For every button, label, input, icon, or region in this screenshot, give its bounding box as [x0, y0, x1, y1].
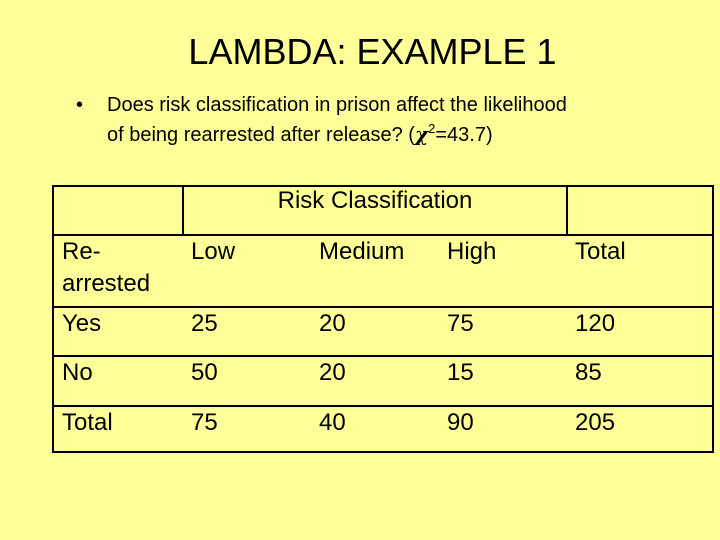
chi-symbol: χ: [414, 122, 429, 146]
risk-classification-header: Risk Classification: [183, 186, 567, 235]
bullet-line-1: Does risk classification in prison affect the likelihood: [107, 94, 567, 116]
column-header-high: High: [447, 238, 497, 265]
cell-value: 90: [439, 406, 567, 452]
cell-value: 15: [439, 356, 567, 406]
bullet-line-2-prefix: of being rearrested after release? (: [107, 124, 415, 146]
cell-value: 75: [183, 406, 311, 452]
column-header-low: Low: [191, 238, 236, 265]
table-row: [53, 406, 713, 452]
cell-value: 20: [311, 356, 439, 406]
header-right-cell: [567, 186, 713, 235]
cell-value: 205: [567, 406, 713, 452]
table-row: [53, 356, 713, 406]
row-label-yes: Yes: [53, 307, 183, 356]
row-label-total: Total: [53, 406, 183, 452]
row-header-label: Re-arrested: [53, 235, 183, 307]
cell-value: 85: [567, 356, 713, 406]
column-header-medium: Medium: [319, 238, 405, 265]
cell-value: 120: [567, 307, 713, 356]
bullet-text: [107, 91, 707, 151]
table-row: [53, 307, 713, 356]
row-label-no: No: [53, 356, 183, 406]
table-header-row: [53, 186, 713, 235]
slide-title: LAMBDA: EXAMPLE 1: [188, 31, 557, 72]
header-corner-cell: [53, 186, 183, 235]
cell-value: 50: [183, 356, 311, 406]
column-header-row: [53, 235, 713, 307]
cell-value: 20: [311, 307, 439, 356]
cell-value: 25: [183, 307, 311, 356]
column-header-total: Total: [567, 235, 713, 307]
crosstab-table: [52, 185, 714, 453]
cell-value: 75: [439, 307, 567, 356]
cell-value: 40: [311, 406, 439, 452]
bullet-line-2: [107, 120, 707, 151]
chi-superscript: 2: [428, 121, 436, 136]
bullet-icon: •: [76, 94, 84, 116]
bullet-line-2-suffix: =43.7): [435, 124, 493, 146]
